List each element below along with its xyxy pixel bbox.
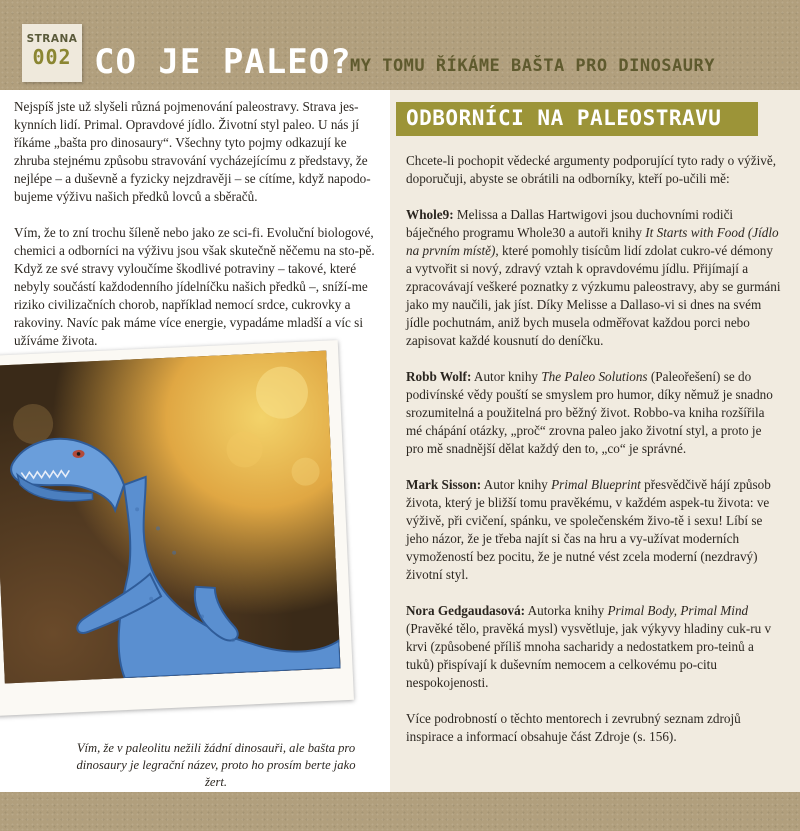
expert-text: , které pomohly tisícům lidí zdolat cukro-vé démony a vytvořit si nový, zdravý vztah k opravdovému jídlu. Přijímají a zpracovávají veškeré poznatky z výzkumu paleostravy, aby se gurmáni jako my naučili, jak jíst. Díky Melisse a Dallaso-vi si dnes na svém jídle pochutnám, aniž bych musela odměřovat každou porci nebo zapisovat každé kousnutí do deníčku. <box>406 243 781 348</box>
left-paragraph-2: Vím, že to zní trochu šíleně nebo jako ze sci-fi. Evoluční biologové, chemici a odborníci na výživu jsou však skutečně něčemu na sto-pě. Když ze své stravy vyloučíme škodlivé potraviny – takové, které nebyly součástí každodenního jídelníčku našich předků –, sníží-me riziko civilizačních chorob, například nemocí srdce, cukrovky a rakoviny. Navíc pak máme více energie, vypadáme mladší a víc si užíváme života. <box>14 225 375 348</box>
page-number: 002 <box>32 45 72 69</box>
left-paragraph-1: Nejspíš jste už slyšeli různá pojmenování paleostravy. Strava jes-kynních lidí. Primal. Opravdové jídlo. Životní styl paleo. U nás jí říkáme „bašta pro dinosaury“. Všechny tyto pojmy odkazují ke zhruba stejnému způsobu stravování vycházejícímu z představy, že nejlépe – a duševně a fyzicky nejzdravěji – se cítíme, když napodo-bujeme výživu našich předků lovců a sběračů. <box>14 99 371 204</box>
section-heading: ODBORNÍCI NA PALEOSTRAVU <box>406 106 722 130</box>
expert-text: (Pravěké tělo, pravěká mysl) vysvětluje, jak výkyvy hladiny cuk-ru v krvi (způsobené příliš mnoha sacharidy a nedostatkem pro-teinů a tuků) přispívají k duševním nemocem a celkovému po-citu nespokojenosti. <box>406 621 772 690</box>
book-title: Primal Blueprint <box>551 477 641 492</box>
left-text <box>14 98 378 350</box>
book-title: It Starts with Food (Jídlo na prvním místě) <box>406 225 779 258</box>
page-number-tag <box>22 24 82 82</box>
right-column <box>390 90 800 792</box>
expert-entry-robb-wolf <box>406 368 782 458</box>
book-title: The Paleo Solutions <box>541 369 648 384</box>
expert-text: přesvědčivě hájí způsob života, který je bližší tomu pravěkému, v každém aspek-tu života: ve výživě, při cvičení, spánku, ve společenském živo-tě i sexu! Líbí se jeho názor, že je třeba najít si čas na hru a vy-užívat moderních vymožeností bez pocitu, že je nutné vést zcela moderní (nezdravý) životní styl. <box>406 477 771 582</box>
right-text <box>406 152 782 746</box>
experts-outro: Více podrobností o těchto mentorech i zevrubný seznam zdrojů inspirace a informací obsahuje část Zdroje (s. 156). <box>406 711 741 744</box>
photo-caption: Vím, že v paleolitu nežili žádní dinosauři, ale bašta pro dinosaury je legrační název, proto ho prosím berte jako žert. <box>76 741 356 789</box>
dinosaur-photo <box>0 351 341 684</box>
dinosaur-figure-icon <box>0 351 341 684</box>
expert-entry-nora-gedgaudas <box>406 602 782 692</box>
expert-name: Robb Wolf: <box>406 369 472 384</box>
dinosaur-photo-frame <box>0 340 354 716</box>
page-title: CO JE PALEO? <box>94 42 352 82</box>
expert-name: Nora Gedgaudasová: <box>406 603 526 618</box>
page-subtitle: MY TOMU ŘÍKÁME BAŠTA PRO DINOSAURY <box>350 56 715 76</box>
left-column <box>0 90 390 792</box>
expert-text: Autor knihy <box>471 369 542 384</box>
expert-name: Mark Sisson: <box>406 477 482 492</box>
experts-intro: Chcete-li pochopit vědecké argumenty podporující tyto rady o výživě, doporučuji, abyste se obrátili na odborníky, kteří po-učili mě: <box>406 153 776 186</box>
book-title: Primal Body, Primal Mind <box>607 603 749 618</box>
page-body <box>0 90 800 792</box>
expert-name: Whole9: <box>406 207 454 222</box>
expert-text: Autor knihy <box>481 477 552 492</box>
page-header <box>0 0 800 90</box>
page-footer <box>0 792 800 831</box>
expert-text: Melissa a Dallas Hartwigovi jsou duchovními rodiči báječného programu Whole30 a autoři knihy <box>406 207 734 240</box>
section-banner <box>396 102 758 136</box>
expert-text: Autorka knihy <box>525 603 608 618</box>
expert-text: (Paleořešení) se do podivínské vědy pouští se smyslem pro humor, díky němuž je snadno srozumitelná a použitelná pro běžný život. Robbo-va kniha rozšířila mé chápání otázky, „proč“ zrovna paleo jako životní styl, a proto je pro mě snadnější dělat každý den to, „co“ je správné. <box>406 369 773 456</box>
page-label: STRANA <box>26 33 78 45</box>
expert-entry-whole9 <box>406 206 782 350</box>
expert-entry-mark-sisson <box>406 476 782 584</box>
